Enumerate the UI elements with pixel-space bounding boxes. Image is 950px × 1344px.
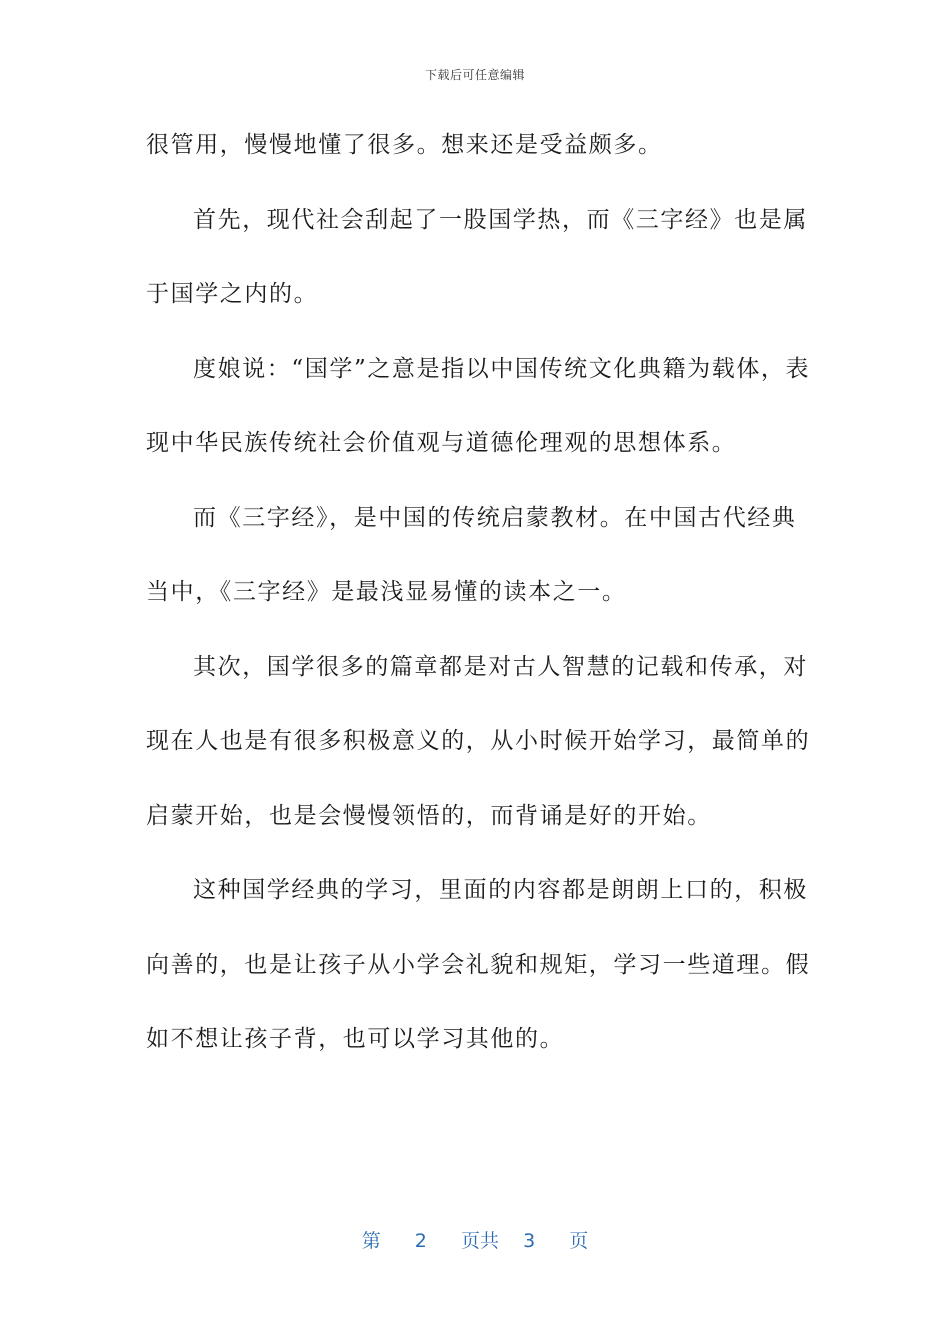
text-line: 现中华民族传统社会价值观与道德伦理观的思想体系。: [146, 430, 737, 456]
current-page-number: 2: [414, 1230, 427, 1252]
footer-prefix: 第: [361, 1230, 381, 1252]
text-line: 首先，现代社会刮起了一股国学热，而《三字经》也是属: [193, 206, 808, 233]
text-line: 当中，《三字经》是最浅显易懂的读本之一。: [146, 579, 627, 605]
text-line: 度娘说：“国学”之意是指以中国传统文化典籍为载体，表: [193, 355, 811, 382]
text-line: 而《三字经》，是中国的传统启蒙教材。在中国古代经典: [193, 504, 797, 531]
text-line: 这种国学经典的学习，里面的内容都是朗朗上口的，积极: [193, 877, 808, 903]
text-line: 其次，国学很多的篇章都是对古人智慧的记载和传承，对: [193, 653, 808, 680]
footer-middle: 页共: [460, 1230, 499, 1252]
page-header: 下载后可任意编辑: [424, 68, 525, 82]
text-line: 很管用，慢慢地懂了很多。想来还是受益颇多。: [146, 132, 663, 158]
page-footer: [0, 1226, 950, 1253]
text-line: 向善的，也是让孩子从小学会礼貌和规矩，学习一些道理。假: [146, 951, 811, 978]
text-line: 于国学之内的。: [146, 281, 319, 307]
document-body: [146, 122, 811, 1091]
text-line: 启蒙开始，也是会慢慢领悟的，而背诵是好的开始。: [146, 802, 712, 829]
total-pages-number: 3: [523, 1230, 536, 1252]
text-line: 如不想让孩子背，也可以学习其他的。: [146, 1026, 565, 1052]
text-line: 现在人也是有很多积极意义的，从小时候开始学习，最简单的: [146, 728, 811, 754]
footer-suffix: 页: [569, 1230, 589, 1252]
